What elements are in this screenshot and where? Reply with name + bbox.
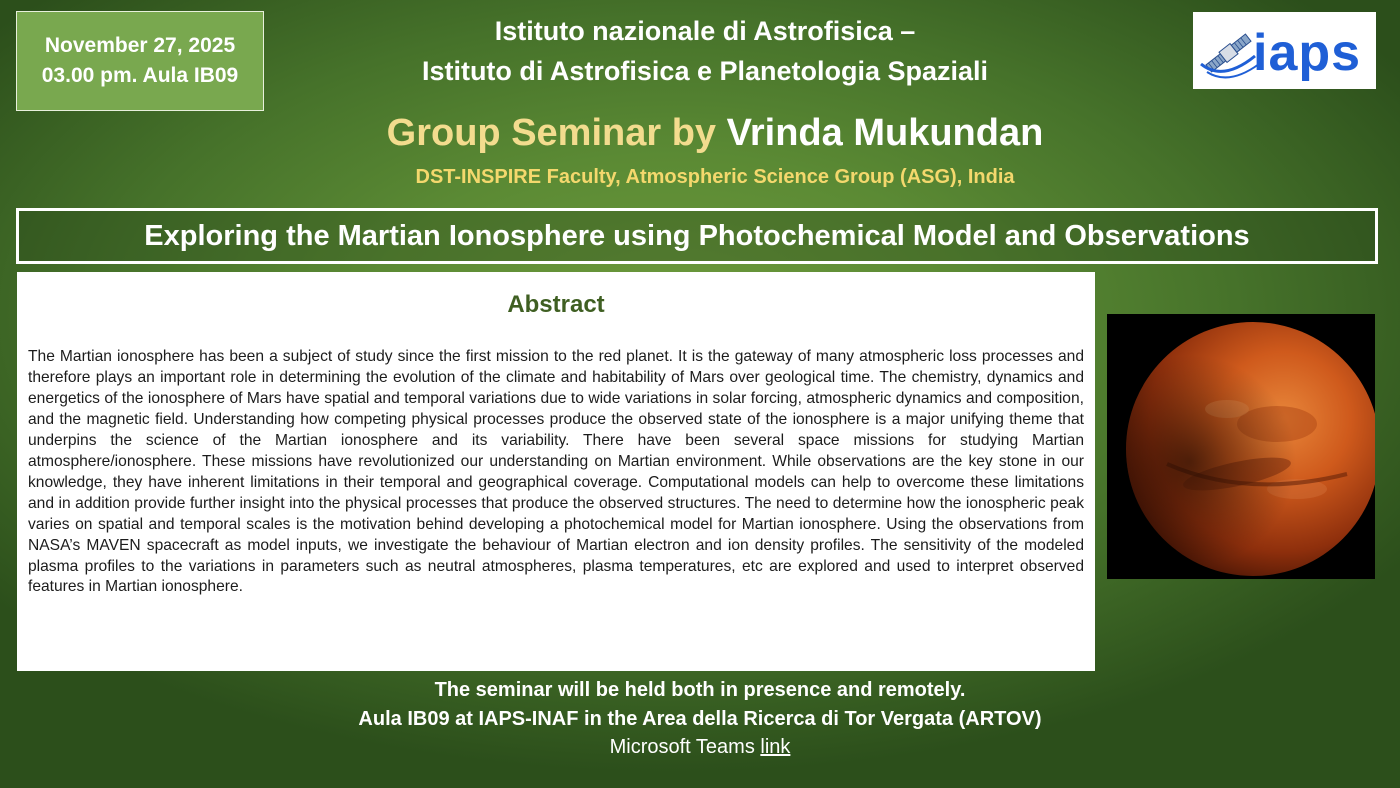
teams-label: Microsoft Teams <box>609 736 761 758</box>
mars-planet-icon <box>1107 314 1375 579</box>
footer-line-2: Aula IB09 at IAPS-INAF in the Area della Ricerca di Tor Vergata (ARTOV) <box>358 708 1042 730</box>
abstract-panel <box>17 272 1095 671</box>
event-date: November 27, 2025 <box>44 34 236 57</box>
institute-line-1: Istituto nazionale di Astrofisica – <box>494 16 916 46</box>
event-time-place: 03.00 pm. Aula IB09 <box>41 64 239 87</box>
abstract-text: The Martian ionosphere has been a subject of study since the first mission to the red planet. It is the gateway of many atmospheric loss processes and therefore plays an important role in determining the evolution of the climate and habitability of Mars over geological time. The chemistry, dynamics and energetics of the ionosphere of Mars have spatial and temporal variations due to wide variations in solar forcing, atmospheric dynamics and composition, and the magnetic field. Understanding how competing physical processes produce the observed state of the ionosphere is a major unifying theme that underpins the science of the Martian ionosphere and its variability. There have been several space missions for studying Martian atmosphere/ionosphere. These missions have revolutionized our understanding on Martian environment. While observations are the key stone in our knowledge, they have inherent limitations in their temporal and geographical coverage. Computational models can help to overcome these limitations and in addition provide further insight into the physical processes that produce the observed structures. The need to determine how the ionospheric peak varies on spatial and temporal scales is the motivation behind developing a photochemical model for Martian ionosphere. Using the observations from NASA’s MAVEN spacecraft as model inputs, we investigate the behaviour of Martian electron and ion density profiles. The sensitivity of the modeled plasma profiles to the variations in parameters such as neutral atmospheres, plasma temperatures, etc are explored and used to interpret observed features in Martian ionosphere. <box>28 348 1084 596</box>
satellite-icon <box>1193 12 1376 89</box>
seminar-heading <box>300 112 1130 155</box>
footer-line-1: The seminar will be held both in presence and remotely. <box>434 679 966 701</box>
talk-title: Exploring the Martian Ionosphere using Photochemical Model and Observations <box>16 208 1378 264</box>
speaker-name: Vrinda Mukundan <box>726 112 1044 154</box>
date-box <box>16 11 264 111</box>
footer-line-3 <box>300 736 1100 759</box>
teams-link[interactable]: link <box>760 736 791 758</box>
seminar-lead: Group Seminar by <box>386 112 717 154</box>
abstract-heading: Abstract <box>507 291 605 318</box>
logo-text: iaps <box>1253 24 1362 82</box>
speaker-affiliation: DST-INSPIRE Faculty, Atmospheric Science Group (ASG), India <box>415 166 1015 188</box>
mars-image <box>1107 314 1375 579</box>
institute-line-2: Istituto di Astrofisica e Planetologia Spaziali <box>421 56 989 86</box>
iaps-logo <box>1193 12 1376 89</box>
